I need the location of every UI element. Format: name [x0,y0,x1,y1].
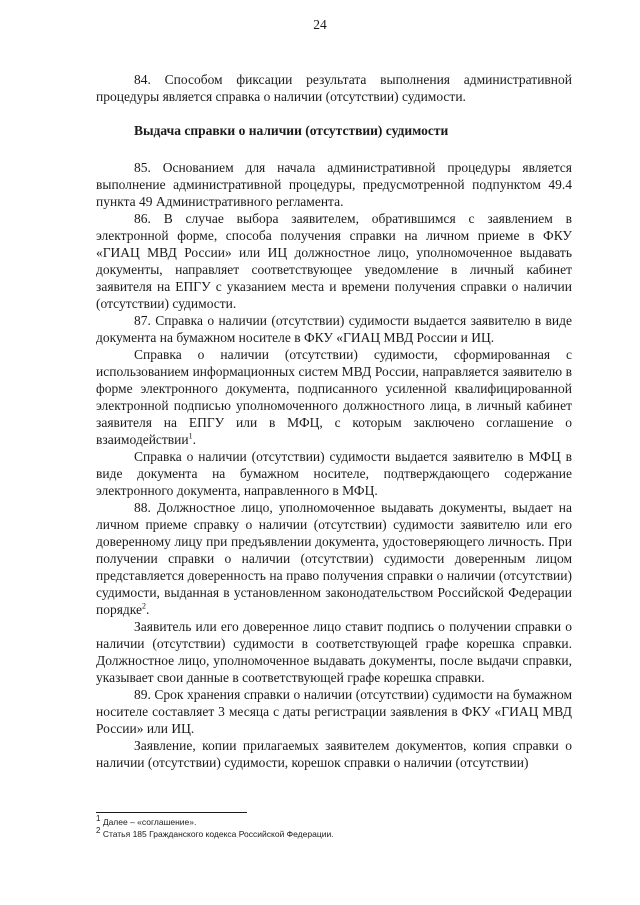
paragraph-86: 86. В случае выбора заявителем, обратившимся с заявлением в электронной форме, способа получения справки на личном приеме в ФКУ «ГИАЦ МВД России» или ИЦ должностное лицо, уполномоченное выдавать документы, направляет соответствующее уведомление в личный кабинет заявителя на ЕПГУ с указанием места и времени получения справки о наличии (отсутствии) судимости. [96,211,572,311]
paragraph-84: 84. Способом фиксации результата выполнения административной процедуры является справка о наличии (отсутствии) судимости. [96,72,572,104]
paragraph-87: 87. Справка о наличии (отсутствии) судимости выдается заявителю в виде документа на бумажном носителе в ФКУ «ГИАЦ МВД России и ИЦ. [96,313,572,345]
paragraph-88-end: . [146,602,150,617]
paragraph-89-storage: Заявление, копии прилагаемых заявителем документов, копия справки о наличии (отсутствии) судимости, корешок справки о наличии (отсутствии) [96,738,572,770]
footnote-2 [96,828,572,840]
footnote-ref-2: 2 [142,601,147,611]
footnote-2-mark: 2 [96,826,101,836]
paragraph-88-signature: Заявитель или его доверенное лицо ставит подпись о получении справки о наличии (отсутствии) судимости в соответствующей графе корешка справки. Должностное лицо, уполномоченное выдавать документы, после выдачи справки, указывает свои данные в соответствующей графе корешка справки. [96,619,572,685]
paragraph-87-mfc: Справка о наличии (отсутствии) судимости выдается заявителю в МФЦ в виде документа на бумажном носителе, подтверждающего содержание электронного документа, направленного в МФЦ. [96,449,572,498]
page-number: 24 [313,17,327,32]
paragraph-87-electronic [96,346,572,448]
paragraph-88-text: 88. Должностное лицо, уполномоченное выдавать документы, выдает на личном приеме справку о наличии (отсутствии) судимости заявителю или его доверенному лицу при предъявлении документа, удостоверяющего личность. При получении справки о наличии (отсутствии) судимости доверенным лицом представляется доверенность на право получения справки о наличии (отсутствии) судимости, выданная в установленном законодательством Российской Федерации порядке [96,500,572,617]
paragraph-88 [96,499,572,618]
paragraph-85: 85. Основанием для начала административной процедуры является выполнение административной процедуры, предусмотренной подпунктом 49.4 пункта 49 Административного регламента. [96,160,572,209]
section-heading: Выдача справки о наличии (отсутствии) судимости [134,123,449,138]
footnote-ref-1: 1 [188,431,193,441]
paragraph-89: 89. Срок хранения справки о наличии (отсутствии) судимости на бумажном носителе составляет 3 месяца с даты регистрации заявления в ФКУ «ГИАЦ МВД России» или ИЦ. [96,687,572,736]
footnote-1-text: Далее – «соглашение». [100,817,197,827]
footnote-divider [96,812,247,813]
paragraph-87-electronic-end: . [192,432,197,447]
footnote-2-text: Статья 185 Гражданского кодекса Российской Федерации. [100,829,334,839]
footnote-1 [96,816,572,828]
footnote-1-mark: 1 [96,814,101,824]
footnotes [96,816,572,840]
body-text [96,71,572,771]
paragraph-87-electronic-text: Справка о наличии (отсутствии) судимости, сформированная с использованием информационных систем МВД России, направляется заявителю в форме электронного документа, подписанного усиленной квалифицированной электронной подписью уполномоченного должностного лица, в личный кабинет заявителя на ЕПГУ или в МФЦ, с которым заключено соглашение о взаимодействии [96,347,572,447]
